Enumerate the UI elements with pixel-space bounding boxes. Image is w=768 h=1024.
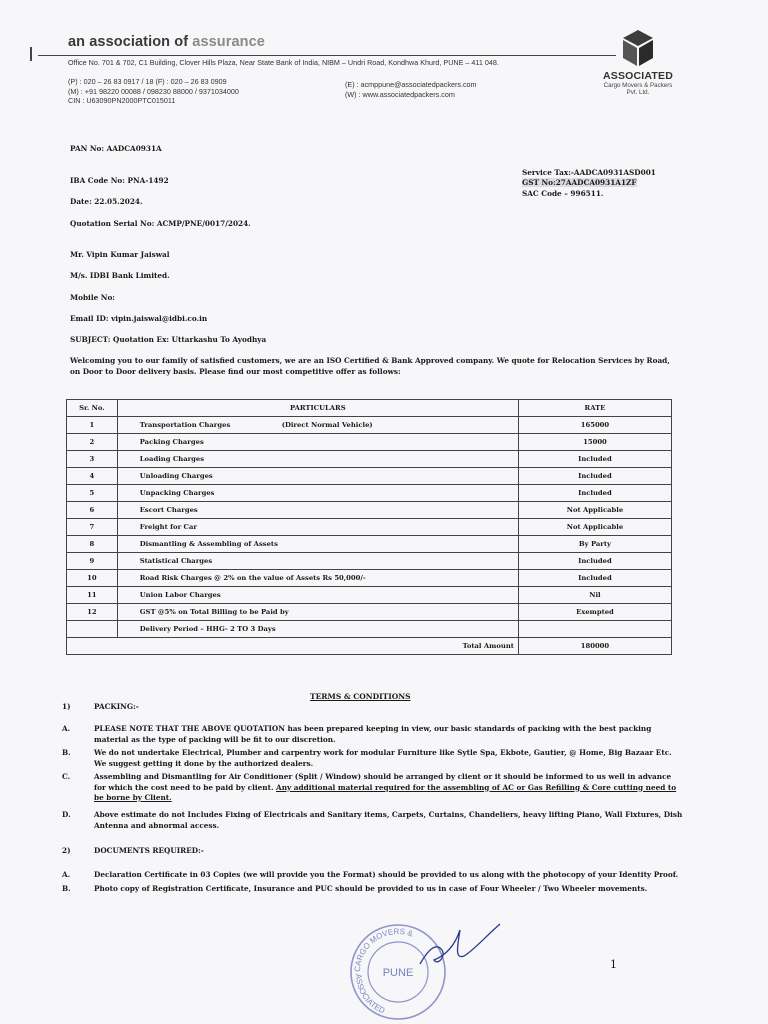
table-row <box>67 536 672 553</box>
row-note: (Direct Normal Vehicle) <box>281 421 373 429</box>
header-sr-no: Sr. No. <box>67 400 118 417</box>
row-sr-no: 2 <box>67 434 118 451</box>
row-rate: Included <box>518 468 671 485</box>
stamp-bottom-text: ASSOCIATED <box>353 973 387 1016</box>
row-particular-wrap <box>122 438 514 446</box>
row-particular-cell <box>117 451 518 468</box>
section-1-title: PACKING:- <box>94 702 139 711</box>
term-c-main: Assembling and Dismantling for Air Conditioner (Split / Window) should be arranged by client or it should be informed to us well in advance for which the cost need to be paid by client. <box>94 772 672 792</box>
quotation-serial: Quotation Serial No: ACMP/PNE/0017/2024. <box>70 219 251 228</box>
sac-code: SAC Code – 996511. <box>522 189 604 198</box>
row-particular-wrap <box>122 608 514 616</box>
total-label: Total Amount <box>117 638 518 655</box>
row-particular: Freight for Car <box>139 523 197 531</box>
stamp-top-text: CARGO MOVERS & <box>352 926 415 973</box>
row-sr-no: 5 <box>67 485 118 502</box>
row-particular: Dismantling & Assembling of Assets <box>139 540 278 548</box>
pan-number: PAN No: AADCA0931A <box>70 144 162 153</box>
stamp-city: PUNE <box>382 967 414 979</box>
row-sr-no: 7 <box>67 519 118 536</box>
mobile-line: (M) : +91 98220 00088 / 098230 88000 / 9371034000 <box>68 86 239 96</box>
table-row <box>67 604 672 621</box>
section-1-number: 1) <box>62 702 71 711</box>
logo-name: ASSOCIATED <box>602 70 674 82</box>
table-row <box>67 485 672 502</box>
row-particular-wrap <box>122 574 514 582</box>
header-rate: RATE <box>518 400 671 417</box>
section-2-number: 2) <box>62 846 71 855</box>
term-a-text: PLEASE NOTE THAT THE ABOVE QUOTATION has been prepared keeping in view, our basic standards of packing with the best packing material as the type of packing will be fit to our discretion. <box>94 724 652 744</box>
recipient-name: Mr. Vipin Kumar Jaiswal <box>70 250 170 259</box>
table-row <box>67 553 672 570</box>
row-particular-cell <box>117 434 518 451</box>
terms-title: TERMS & CONDITIONS <box>310 692 411 701</box>
row-sr-no: 10 <box>67 570 118 587</box>
contact-online <box>345 80 477 99</box>
logo-subtitle: Cargo Movers & Packers <box>603 82 673 89</box>
cin-line: CIN : U63090PN2000PTC015011 <box>68 96 176 105</box>
total-value: 180000 <box>518 638 671 655</box>
term-c-label: C. <box>62 772 71 781</box>
cube-icon <box>621 28 655 68</box>
recipient-email: Email ID: vipin.jaiswal@idbi.co.in <box>70 314 208 323</box>
table-row <box>67 621 672 638</box>
row-rate: Included <box>518 553 671 570</box>
letterhead-tagline <box>68 34 265 50</box>
row-particular-cell <box>117 621 518 638</box>
row-particular: Escort Charges <box>139 506 198 514</box>
term-a-label: A. <box>62 724 71 733</box>
row-particular: Unloading Charges <box>139 472 213 480</box>
letterhead-rule-mark <box>30 47 32 61</box>
row-particular-wrap <box>122 506 514 514</box>
doc-a-label: A. <box>62 870 71 879</box>
table-row <box>67 587 672 604</box>
row-rate: By Party <box>518 536 671 553</box>
row-particular: Statistical Charges <box>139 557 213 565</box>
row-particular: Loading Charges <box>139 455 205 463</box>
quotation-date: Date: 22.05.2024. <box>70 197 143 206</box>
row-particular-cell <box>117 536 518 553</box>
term-d-label: D. <box>62 810 71 819</box>
doc-b-label: B. <box>62 884 71 893</box>
quotation-table-body <box>67 417 672 638</box>
row-particular-wrap <box>122 489 514 497</box>
page-number: 1 <box>610 958 617 971</box>
total-row <box>67 638 672 655</box>
row-rate: 15000 <box>518 434 671 451</box>
row-particular-wrap <box>122 625 514 633</box>
table-row <box>67 570 672 587</box>
row-particular-cell <box>117 587 518 604</box>
row-particular-cell <box>117 604 518 621</box>
table-row <box>67 502 672 519</box>
term-c-underlined: Any additional material required for the assembling of AC or Gas Refilling & Core cutting need to be borne by Client. <box>94 782 677 802</box>
doc-a-text: Declaration Certificate in 03 Copies (we will provide you the Format) should be provided to us along with the photocopy of your Identity Proof. <box>94 870 679 879</box>
gst-number: GST No:27AADCA0931A1ZF <box>522 178 637 187</box>
table-row <box>67 468 672 485</box>
phone-line: (P) : 020 – 26 83 0917 / 18 (F) : 020 – 26 83 0909 <box>68 77 227 86</box>
row-particular-wrap <box>122 557 514 565</box>
tagline-prefix: an association of <box>68 34 189 50</box>
row-sr-no: 3 <box>67 451 118 468</box>
row-particular: Packing Charges <box>139 438 204 446</box>
table-row <box>67 434 672 451</box>
letterhead-rule <box>38 55 616 56</box>
row-particular: Road Risk Charges @ 2% on the value of Assets Rs 50,000/- <box>139 574 366 582</box>
row-particular-cell <box>117 519 518 536</box>
signature <box>414 920 504 980</box>
table-row <box>67 451 672 468</box>
quotation-table <box>66 399 672 655</box>
web-line: (W) : www.associatedpackers.com <box>345 89 455 99</box>
row-particular-wrap <box>122 591 514 599</box>
total-spacer <box>67 638 118 655</box>
tagline-accent: assurance <box>192 34 265 50</box>
subject-line: SUBJECT: Quotation Ex: Uttarkashu To Ayodhya <box>70 335 267 344</box>
row-particular: Union Labor Charges <box>139 591 221 599</box>
row-sr-no: 4 <box>67 468 118 485</box>
table-header-row <box>67 400 672 417</box>
logo-subtitle-2: Pvt. Ltd. <box>626 89 650 96</box>
contact-phones <box>68 77 239 106</box>
term-b-label: B. <box>62 748 71 757</box>
row-rate: Nil <box>518 587 671 604</box>
row-particular: Delivery Period – HHG- 2 TO 3 Days <box>139 625 276 633</box>
row-rate: Not Applicable <box>518 519 671 536</box>
intro-paragraph: Welcoming you to our family of satisfied customers, we are an ISO Certified & Bank Approved company. We quote for Relocation Services by Road, on Door to Door delivery basis. Please find our most competitive offer as follows: <box>70 356 670 376</box>
recipient-mobile: Mobile No: <box>70 293 116 302</box>
table-row <box>67 519 672 536</box>
row-sr-no: 9 <box>67 553 118 570</box>
section-2-title: DOCUMENTS REQUIRED:- <box>94 846 204 855</box>
iba-code: IBA Code No: PNA-1492 <box>70 176 169 185</box>
svg-text:CARGO MOVERS & <box>353 927 415 972</box>
row-rate: Included <box>518 485 671 502</box>
office-address: Office No. 701 & 702, C1 Building, Clover Hills Plaza, Near State Bank of India, NIBM – Undri Road, Kondhwa Khurd, PUNE – 411 048. <box>68 58 499 67</box>
row-rate: Not Applicable <box>518 502 671 519</box>
row-particular-cell <box>117 553 518 570</box>
service-tax: Service Tax:-AADCA0931ASD001 <box>522 168 656 177</box>
row-particular-wrap <box>122 523 514 531</box>
row-particular: Unpacking Charges <box>139 489 215 497</box>
row-sr-no: 1 <box>67 417 118 434</box>
term-b-text: We do not undertake Electrical, Plumber and carpentry work for modular Furniture like Sytle Spa, Ekbote, Gautier, @ Home, Big Bazaar Etc. We suggest getting it done by the authorized dealers. <box>94 748 672 768</box>
recipient-company: M/s. IDBI Bank Limited. <box>70 271 170 280</box>
row-particular-cell <box>117 468 518 485</box>
table-row <box>67 417 672 434</box>
term-c-text <box>94 772 684 804</box>
row-particular-cell <box>117 417 518 434</box>
row-sr-no: 11 <box>67 587 118 604</box>
row-particular: Transportation Charges <box>139 421 231 429</box>
row-rate: 165000 <box>518 417 671 434</box>
row-sr-no: 12 <box>67 604 118 621</box>
row-rate: Exempted <box>518 604 671 621</box>
row-particular: GST @5% on Total Billing to be Paid by <box>139 608 289 616</box>
email-line: (E) : acmppune@associatedpackers.com <box>345 80 477 89</box>
row-rate: Included <box>518 570 671 587</box>
term-d-text: Above estimate do not Includes Fixing of Electricals and Sanitary items, Carpets, Curtains, Chandeliers, heavy lifting Piano, Wall Fixtures, Dish Antenna and abnormal access. <box>94 810 683 830</box>
row-particular-wrap <box>122 540 514 548</box>
row-particular-wrap <box>122 421 514 429</box>
row-particular-wrap <box>122 455 514 463</box>
row-sr-no: 6 <box>67 502 118 519</box>
row-particular-cell <box>117 485 518 502</box>
doc-b-text: Photo copy of Registration Certificate, Insurance and PUC should be provided to us in case of Four Wheeler / Two Wheeler movements. <box>94 884 648 893</box>
row-sr-no: 8 <box>67 536 118 553</box>
row-rate: Included <box>518 451 671 468</box>
row-particular-cell <box>117 502 518 519</box>
row-sr-no <box>67 621 118 638</box>
company-logo <box>588 28 688 96</box>
row-particular-cell <box>117 570 518 587</box>
row-particular-wrap <box>122 472 514 480</box>
row-rate <box>518 621 671 638</box>
header-particulars: PARTICULARS <box>117 400 518 417</box>
